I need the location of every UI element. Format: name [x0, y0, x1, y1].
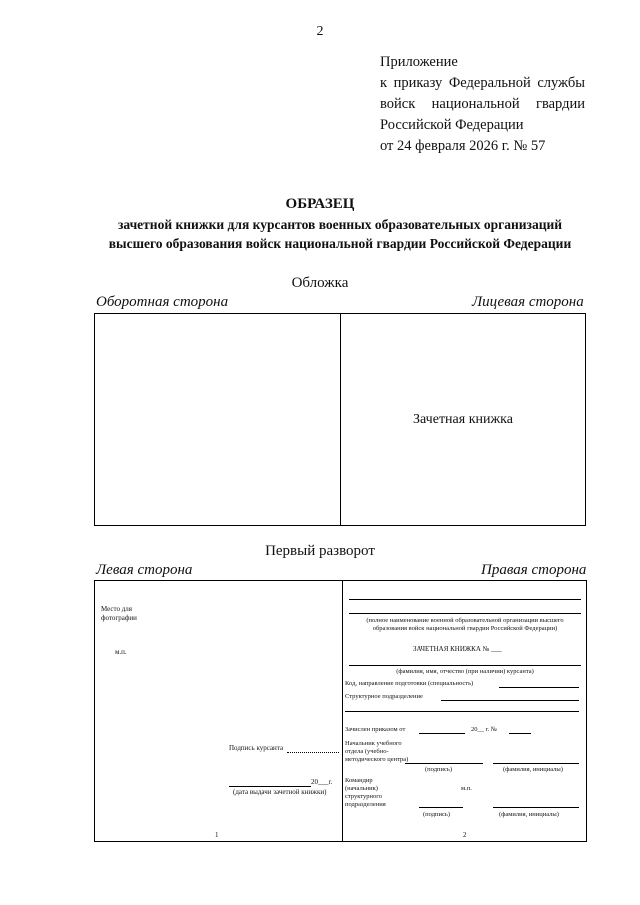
cover-back-side-label: Оборотная сторона — [96, 294, 229, 310]
specialty-code-label: Код, направление подготовки (специальность) — [345, 680, 474, 687]
appendix-line-3: войск национальной гвардии — [380, 96, 585, 112]
commander-label-4: подразделения — [345, 801, 386, 808]
division-line-2 — [345, 711, 579, 712]
left-page-number: 1 — [215, 831, 219, 839]
org-line-2 — [349, 613, 581, 614]
commander-label-2: (начальник) — [345, 785, 378, 792]
photo-label-2: фотографии — [101, 614, 137, 622]
commander-name-caption: (фамилия, инициалы) — [499, 811, 559, 818]
photo-label-1: Место для — [101, 605, 133, 613]
subtitle-line-2: высшего образования войск национальной гвардии Российской Федерации — [108, 236, 572, 251]
right-page-number: 2 — [463, 831, 467, 839]
org-caption-2: образования войск национальной гвардии Российской Федерации) — [372, 625, 558, 632]
enrolled-date-line — [419, 733, 465, 734]
spread-left-page — [94, 580, 343, 842]
subtitle-line-1: зачетной книжки для курсантов военных образовательных организаций — [117, 217, 563, 232]
head-label-2: отдела (учебно- — [345, 748, 389, 755]
cover-front-panel — [340, 313, 586, 526]
head-signature-line — [405, 763, 483, 764]
student-signature-label: Подпись курсанта — [229, 744, 284, 752]
specialty-code-line — [499, 687, 579, 688]
org-caption — [345, 617, 585, 633]
appendix-line-4: Российской Федерации — [380, 117, 524, 133]
head-label-1: Начальник учебного — [345, 740, 402, 747]
fio-line — [349, 665, 581, 666]
appendix-line-2: к приказу Федеральной службы — [380, 75, 585, 91]
head-signature-caption: (подпись) — [425, 766, 452, 773]
fio-caption: (фамилия, имя, отчество (при наличии) курсанта) — [396, 668, 534, 675]
document-subtitle — [60, 215, 620, 253]
cover-back-panel — [94, 313, 341, 526]
commander-signature-line — [419, 807, 463, 808]
issue-date-line — [229, 786, 311, 787]
enrolled-number-line — [509, 733, 531, 734]
commander-label-3: структурного — [345, 793, 383, 800]
photo-stamp: м.п. — [115, 648, 127, 656]
cover-front-text: Зачетная книжка — [413, 412, 513, 427]
cover-front-side-label: Лицевая сторона — [472, 294, 584, 310]
document-title: ОБРАЗЕЦ — [285, 196, 355, 212]
org-caption-1: (полное наименование военной образовательной организации высшего — [366, 617, 564, 624]
division-line — [441, 700, 579, 701]
appendix-line-5: от 24 февраля 2026 г. № 57 — [380, 138, 546, 154]
head-name-caption: (фамилия, инициалы) — [503, 766, 563, 773]
spread-left-side-label: Левая сторона — [96, 562, 193, 578]
enrolled-label: Зачислен приказом от — [345, 726, 406, 733]
commander-stamp: м.п. — [461, 785, 472, 792]
commander-signature-caption: (подпись) — [423, 811, 450, 818]
head-label-3: методического центра) — [345, 756, 409, 763]
spread-right-side-label: Правая сторона — [481, 562, 587, 578]
page-number: 2 — [316, 24, 324, 39]
commander-name-line — [493, 807, 579, 808]
commander-label-1: Командир — [345, 777, 373, 784]
appendix-block — [380, 52, 585, 157]
student-signature-line — [287, 752, 339, 753]
cover-heading: Обложка — [291, 275, 349, 291]
head-name-line — [493, 763, 579, 764]
record-book-number: ЗАЧЕТНАЯ КНИЖКА № ___ — [413, 645, 502, 653]
spread-right-page — [342, 580, 587, 842]
appendix-line-1: Приложение — [380, 54, 458, 70]
issue-date-caption: (дата выдачи зачетной книжки) — [233, 788, 327, 796]
division-label: Структурное подразделение — [345, 693, 423, 700]
org-line-1 — [349, 599, 581, 600]
spread-heading: Первый разворот — [265, 543, 375, 559]
enrolled-year: 20__ г. № — [471, 726, 498, 733]
issue-date-suffix: 20___г. — [311, 778, 333, 786]
